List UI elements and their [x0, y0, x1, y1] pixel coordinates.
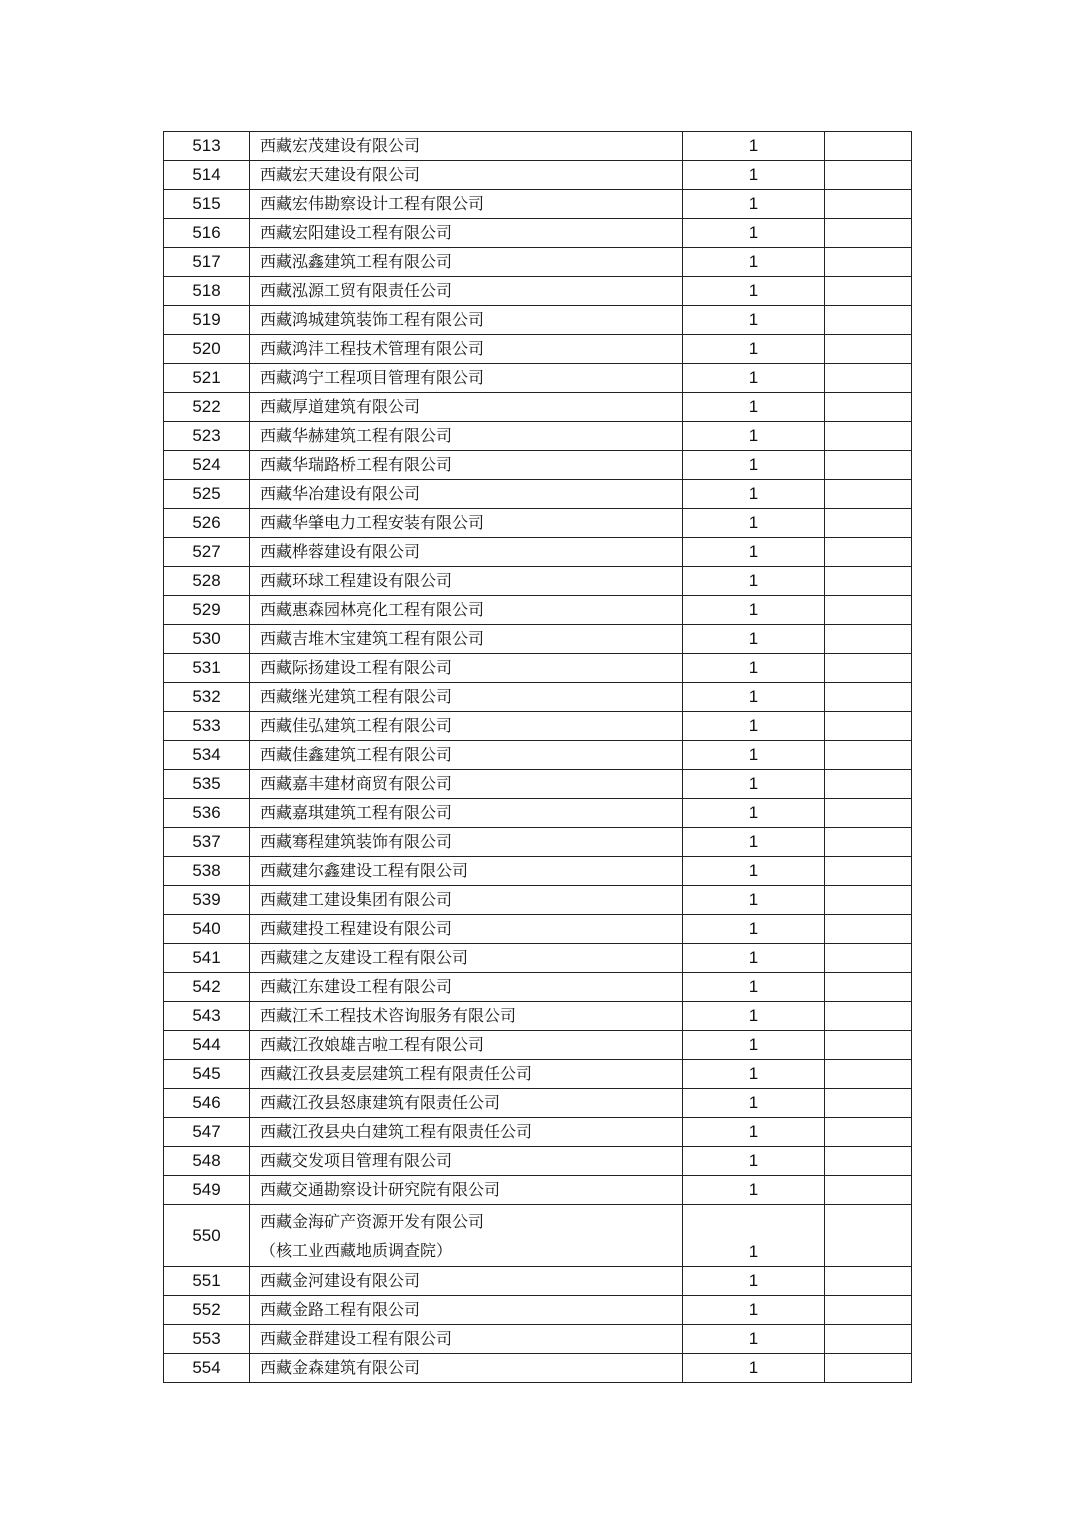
table-row	[164, 1267, 912, 1296]
row-number: 529	[164, 596, 250, 625]
remark	[825, 132, 912, 161]
remark	[825, 683, 912, 712]
table-row	[164, 364, 912, 393]
remark	[825, 1031, 912, 1060]
remark	[825, 1176, 912, 1205]
quantity: 1	[683, 335, 825, 364]
quantity: 1	[683, 422, 825, 451]
quantity: 1	[683, 625, 825, 654]
remark	[825, 596, 912, 625]
remark	[825, 741, 912, 770]
company-name-line: 西藏骞程建筑装饰有限公司	[260, 832, 453, 851]
company-name-line: 西藏建尔鑫建设工程有限公司	[260, 861, 469, 880]
row-number: 538	[164, 857, 250, 886]
company-name	[250, 335, 683, 364]
row-number: 515	[164, 190, 250, 219]
row-number: 535	[164, 770, 250, 799]
row-number: 543	[164, 1002, 250, 1031]
row-number: 517	[164, 248, 250, 277]
company-name	[250, 306, 683, 335]
company-name	[250, 190, 683, 219]
table-row	[164, 683, 912, 712]
table-row	[164, 654, 912, 683]
remark	[825, 857, 912, 886]
company-name-line: 西藏鸿宁工程项目管理有限公司	[260, 368, 485, 387]
table-row	[164, 1296, 912, 1325]
table-row	[164, 451, 912, 480]
quantity: 1	[683, 712, 825, 741]
table-row	[164, 480, 912, 509]
remark	[825, 770, 912, 799]
company-name-line: 西藏鸿城建筑装饰工程有限公司	[260, 310, 485, 329]
remark	[825, 480, 912, 509]
company-name	[250, 596, 683, 625]
table-row	[164, 132, 912, 161]
quantity: 1	[683, 190, 825, 219]
table-row	[164, 828, 912, 857]
remark	[825, 1118, 912, 1147]
row-number: 514	[164, 161, 250, 190]
row-number: 518	[164, 277, 250, 306]
remark	[825, 567, 912, 596]
company-name	[250, 538, 683, 567]
quantity: 1	[683, 1060, 825, 1089]
quantity: 1	[683, 1089, 825, 1118]
table-row	[164, 567, 912, 596]
company-name	[250, 1089, 683, 1118]
company-name-line: 西藏金河建设有限公司	[260, 1271, 421, 1290]
table-row	[164, 799, 912, 828]
row-number: 554	[164, 1354, 250, 1383]
row-number: 547	[164, 1118, 250, 1147]
table-row	[164, 248, 912, 277]
row-number: 522	[164, 393, 250, 422]
table-row	[164, 973, 912, 1002]
remark	[825, 509, 912, 538]
table-row	[164, 1002, 912, 1031]
remark	[825, 1205, 912, 1267]
company-name	[250, 770, 683, 799]
table-row	[164, 1060, 912, 1089]
company-name	[250, 799, 683, 828]
quantity: 1	[683, 1002, 825, 1031]
quantity: 1	[683, 132, 825, 161]
company-name	[250, 393, 683, 422]
company-name-line: 西藏华赫建筑工程有限公司	[260, 426, 453, 445]
company-name-line: 西藏交发项目管理有限公司	[260, 1151, 453, 1170]
company-name-line: 西藏宏茂建设有限公司	[260, 136, 421, 155]
remark	[825, 1325, 912, 1354]
company-name	[250, 1031, 683, 1060]
remark	[825, 886, 912, 915]
table-row	[164, 1325, 912, 1354]
table-row	[164, 625, 912, 654]
company-name-line: 西藏泓源工贸有限责任公司	[260, 281, 453, 300]
quantity: 1	[683, 828, 825, 857]
company-name-line: 西藏江孜县怒康建筑有限责任公司	[260, 1093, 501, 1112]
quantity: 1	[683, 683, 825, 712]
remark	[825, 915, 912, 944]
company-name	[250, 625, 683, 654]
company-name-line: 西藏建之友建设工程有限公司	[260, 948, 469, 967]
company-name	[250, 219, 683, 248]
quantity: 1	[683, 509, 825, 538]
company-name	[250, 1147, 683, 1176]
row-number: 541	[164, 944, 250, 973]
remark	[825, 364, 912, 393]
company-name	[250, 1267, 683, 1296]
remark	[825, 190, 912, 219]
company-name-line: 西藏江孜县央白建筑工程有限责任公司	[260, 1122, 533, 1141]
company-name-line: 西藏嘉琪建筑工程有限公司	[260, 803, 453, 822]
row-number: 532	[164, 683, 250, 712]
row-number: 549	[164, 1176, 250, 1205]
table-row	[164, 1089, 912, 1118]
company-name	[250, 1205, 683, 1267]
company-name	[250, 1060, 683, 1089]
quantity: 1	[683, 915, 825, 944]
quantity: 1	[683, 248, 825, 277]
quantity: 1	[683, 451, 825, 480]
row-number: 544	[164, 1031, 250, 1060]
remark	[825, 799, 912, 828]
table-row	[164, 509, 912, 538]
table-row	[164, 393, 912, 422]
table-row	[164, 596, 912, 625]
row-number: 552	[164, 1296, 250, 1325]
table-row	[164, 1118, 912, 1147]
remark	[825, 1296, 912, 1325]
company-name	[250, 422, 683, 451]
row-number: 550	[164, 1205, 250, 1267]
company-name-line: 西藏江东建设工程有限公司	[260, 977, 453, 996]
table-row	[164, 770, 912, 799]
company-name-line: 西藏厚道建筑有限公司	[260, 397, 421, 416]
remark	[825, 712, 912, 741]
table-row	[164, 161, 912, 190]
quantity: 1	[683, 393, 825, 422]
table-row	[164, 335, 912, 364]
company-name	[250, 132, 683, 161]
company-name-line: 西藏泓鑫建筑工程有限公司	[260, 252, 453, 271]
company-list-table	[163, 131, 912, 1383]
remark	[825, 944, 912, 973]
company-name	[250, 1296, 683, 1325]
company-name	[250, 1354, 683, 1383]
company-name	[250, 277, 683, 306]
quantity: 1	[683, 944, 825, 973]
quantity: 1	[683, 857, 825, 886]
row-number: 528	[164, 567, 250, 596]
row-number: 537	[164, 828, 250, 857]
row-number: 540	[164, 915, 250, 944]
table-row	[164, 944, 912, 973]
company-name	[250, 364, 683, 393]
quantity: 1	[683, 219, 825, 248]
company-name-line: （核工业西藏地质调查院）	[260, 1240, 453, 1260]
row-number: 530	[164, 625, 250, 654]
remark	[825, 973, 912, 1002]
table-row	[164, 857, 912, 886]
remark	[825, 1060, 912, 1089]
quantity: 1	[683, 1296, 825, 1325]
table-row	[164, 1031, 912, 1060]
company-name	[250, 741, 683, 770]
remark	[825, 828, 912, 857]
company-name-line: 西藏金森建筑有限公司	[260, 1358, 421, 1377]
quantity: 1	[683, 1118, 825, 1147]
company-name-line: 西藏吉堆木宝建筑工程有限公司	[260, 629, 485, 648]
row-number: 513	[164, 132, 250, 161]
remark	[825, 1002, 912, 1031]
quantity: 1	[683, 596, 825, 625]
quantity: 1	[683, 567, 825, 596]
remark	[825, 335, 912, 364]
remark	[825, 219, 912, 248]
company-name	[250, 451, 683, 480]
row-number: 553	[164, 1325, 250, 1354]
company-name-line: 西藏宏阳建设工程有限公司	[260, 223, 453, 242]
company-name	[250, 886, 683, 915]
table-row	[164, 190, 912, 219]
table-row	[164, 219, 912, 248]
quantity: 1	[683, 1267, 825, 1296]
remark	[825, 1354, 912, 1383]
table-row	[164, 1176, 912, 1205]
company-name	[250, 828, 683, 857]
company-name-line: 西藏江孜县麦层建筑工程有限责任公司	[260, 1064, 533, 1083]
table-row	[164, 886, 912, 915]
quantity: 1	[683, 1176, 825, 1205]
company-name-line: 西藏建投工程建设有限公司	[260, 919, 453, 938]
remark	[825, 538, 912, 567]
company-name-line: 西藏佳鑫建筑工程有限公司	[260, 745, 453, 764]
company-name	[250, 567, 683, 596]
row-number: 545	[164, 1060, 250, 1089]
quantity: 1	[683, 277, 825, 306]
row-number: 539	[164, 886, 250, 915]
quantity: 1	[683, 1354, 825, 1383]
quantity: 1	[683, 799, 825, 828]
company-name	[250, 712, 683, 741]
remark	[825, 1267, 912, 1296]
row-number: 551	[164, 1267, 250, 1296]
company-name	[250, 248, 683, 277]
company-name-line: 西藏环球工程建设有限公司	[260, 571, 453, 590]
quantity: 1	[683, 654, 825, 683]
company-name	[250, 1325, 683, 1354]
company-name-line: 西藏继光建筑工程有限公司	[260, 687, 453, 706]
table-body	[164, 132, 912, 1383]
table-row	[164, 712, 912, 741]
table-row	[164, 306, 912, 335]
row-number: 527	[164, 538, 250, 567]
company-name	[250, 683, 683, 712]
row-number: 521	[164, 364, 250, 393]
row-number: 520	[164, 335, 250, 364]
table-row	[164, 277, 912, 306]
remark	[825, 277, 912, 306]
row-number: 536	[164, 799, 250, 828]
quantity: 1	[683, 973, 825, 1002]
company-name	[250, 944, 683, 973]
remark	[825, 625, 912, 654]
company-name-line: 西藏佳弘建筑工程有限公司	[260, 716, 453, 735]
remark	[825, 1089, 912, 1118]
quantity: 1	[683, 741, 825, 770]
company-name-line: 西藏建工建设集团有限公司	[260, 890, 453, 909]
company-name-line: 西藏嘉丰建材商贸有限公司	[260, 774, 453, 793]
row-number: 542	[164, 973, 250, 1002]
table-row	[164, 1354, 912, 1383]
company-name-line: 西藏宏伟勘察设计工程有限公司	[260, 194, 485, 213]
table-row	[164, 422, 912, 451]
company-name-line: 西藏金海矿产资源开发有限公司	[260, 1211, 485, 1231]
remark	[825, 393, 912, 422]
quantity: 1	[683, 1205, 825, 1267]
company-name	[250, 654, 683, 683]
remark	[825, 451, 912, 480]
table-row	[164, 741, 912, 770]
quantity: 1	[683, 538, 825, 567]
remark	[825, 1147, 912, 1176]
row-number: 516	[164, 219, 250, 248]
company-name-line: 西藏宏天建设有限公司	[260, 165, 421, 184]
quantity: 1	[683, 161, 825, 190]
remark	[825, 422, 912, 451]
row-number: 523	[164, 422, 250, 451]
quantity: 1	[683, 886, 825, 915]
remark	[825, 306, 912, 335]
row-number: 546	[164, 1089, 250, 1118]
company-name	[250, 1176, 683, 1205]
quantity: 1	[683, 480, 825, 509]
row-number: 534	[164, 741, 250, 770]
table-row	[164, 1205, 912, 1267]
company-name-line: 西藏江孜娘雄吉啦工程有限公司	[260, 1035, 485, 1054]
table-row	[164, 538, 912, 567]
company-name-line: 西藏华瑞路桥工程有限公司	[260, 455, 453, 474]
company-name-line: 西藏华冶建设有限公司	[260, 484, 421, 503]
quantity: 1	[683, 1325, 825, 1354]
row-number: 548	[164, 1147, 250, 1176]
quantity: 1	[683, 1031, 825, 1060]
company-name-line: 西藏华肇电力工程安装有限公司	[260, 513, 485, 532]
company-name	[250, 1118, 683, 1147]
row-number: 533	[164, 712, 250, 741]
remark	[825, 248, 912, 277]
row-number: 525	[164, 480, 250, 509]
remark	[825, 654, 912, 683]
row-number: 531	[164, 654, 250, 683]
row-number: 526	[164, 509, 250, 538]
row-number: 519	[164, 306, 250, 335]
company-name	[250, 161, 683, 190]
company-name-line: 西藏际扬建设工程有限公司	[260, 658, 453, 677]
company-name-line: 西藏惠森园林亮化工程有限公司	[260, 600, 485, 619]
company-name	[250, 1002, 683, 1031]
quantity: 1	[683, 1147, 825, 1176]
company-name	[250, 915, 683, 944]
table-row	[164, 1147, 912, 1176]
company-name-line: 西藏江禾工程技术咨询服务有限公司	[260, 1006, 517, 1025]
company-name-line: 西藏金群建设工程有限公司	[260, 1329, 453, 1348]
company-name-line: 西藏桦蓉建设有限公司	[260, 542, 421, 561]
company-name	[250, 480, 683, 509]
company-name	[250, 509, 683, 538]
quantity: 1	[683, 364, 825, 393]
quantity: 1	[683, 306, 825, 335]
quantity: 1	[683, 770, 825, 799]
company-name-line: 西藏鸿沣工程技术管理有限公司	[260, 339, 485, 358]
company-name-line: 西藏金路工程有限公司	[260, 1300, 421, 1319]
company-name	[250, 857, 683, 886]
row-number: 524	[164, 451, 250, 480]
table-row	[164, 915, 912, 944]
company-name	[250, 973, 683, 1002]
company-name-line: 西藏交通勘察设计研究院有限公司	[260, 1180, 501, 1199]
remark	[825, 161, 912, 190]
